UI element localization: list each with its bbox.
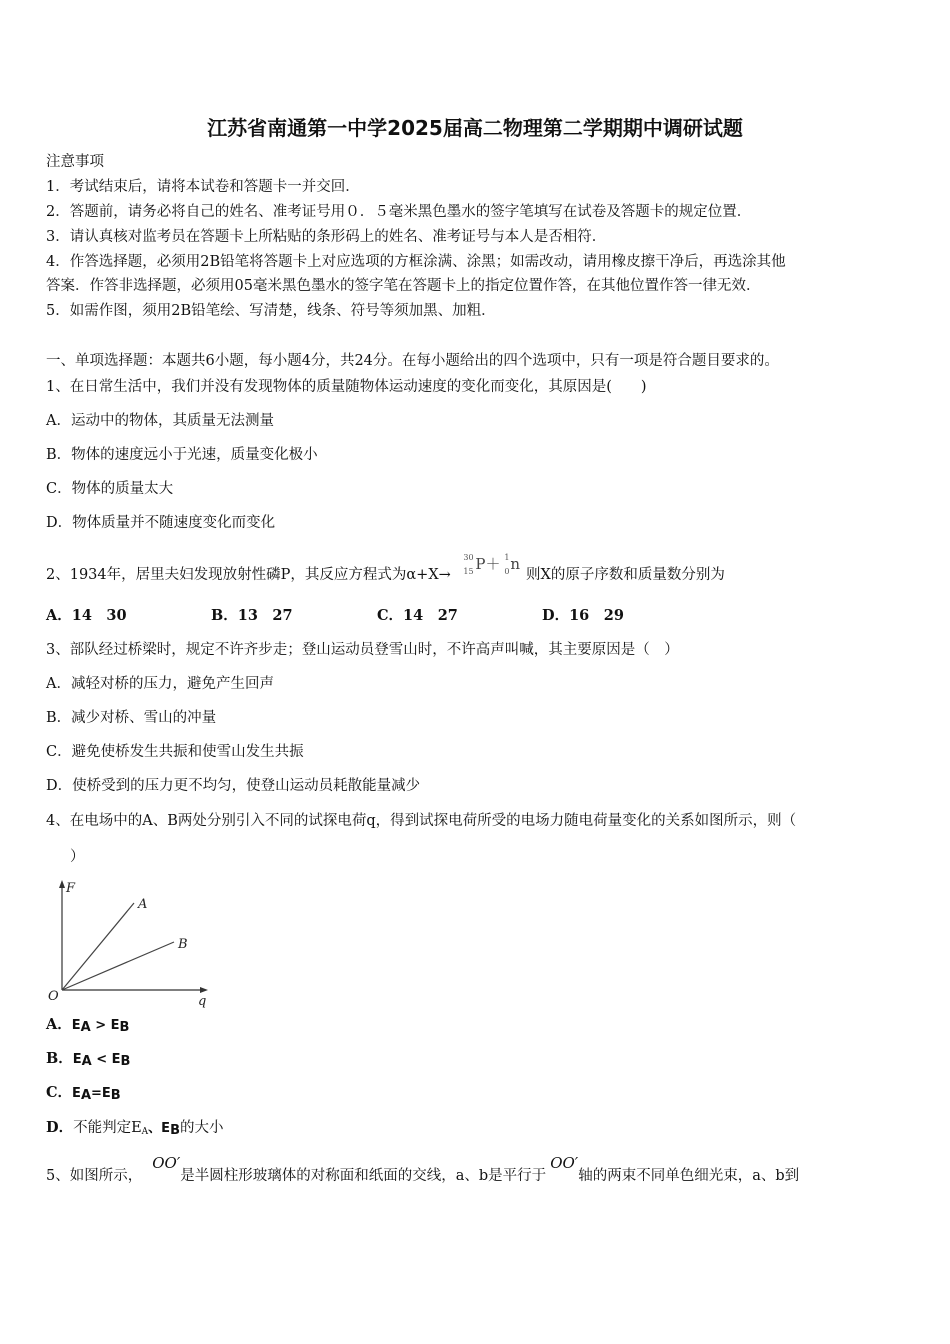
oo-axis-symbol: OO′	[550, 1154, 579, 1172]
option-text: E	[72, 1086, 81, 1101]
q4-option-a[interactable]	[46, 1015, 129, 1038]
q4-option-b[interactable]	[46, 1049, 130, 1072]
q1-option-b[interactable]: B．物体的速度远小于光速，质量变化极小	[46, 447, 318, 463]
p-atomic-number: 15	[463, 567, 474, 576]
line-b-label: B	[178, 937, 188, 952]
option-text: E	[71, 1018, 81, 1033]
nuclide-formula	[455, 553, 521, 590]
option-text: > E	[90, 1018, 120, 1033]
question-4-stem-end: ）	[70, 849, 85, 865]
line-a	[62, 903, 134, 990]
q1-option-d[interactable]: D．物体质量并不随速度变化而变化	[46, 515, 276, 531]
q3-option-d[interactable]: D．使桥受到的压力更不均匀，使登山运动员耗散能量减少	[46, 778, 421, 794]
x-axis-label: q	[198, 994, 207, 1008]
q1-option-a[interactable]: A．运动中的物体，其质量无法测量	[46, 413, 274, 429]
notice-item: 3．请认真核对监考员在答题卡上所粘贴的条形码上的姓名、准考证号与本人是否相符．	[46, 229, 607, 245]
option-text: 不能判定E	[73, 1120, 142, 1136]
option-text: 、E	[148, 1121, 171, 1136]
question-4-stem: 4、在电场中的A、B两处分别引入不同的试探电荷q，得到试探电荷所受的电场力随电荷量变化的关系如图所示，则（	[46, 813, 797, 829]
option-subscript: A	[80, 1020, 91, 1035]
force-charge-graph	[42, 878, 217, 1008]
origin-label: O	[48, 989, 59, 1004]
q1-option-c[interactable]: C．物体的质量太大	[46, 481, 174, 497]
option-subscript: A	[81, 1054, 92, 1069]
q3-option-c[interactable]: C．避免使桥发生共振和使雪山发生共振	[46, 744, 304, 760]
option-text: E	[72, 1052, 82, 1067]
y-axis-label: F	[66, 881, 76, 896]
option-prefix: B．	[46, 1050, 73, 1067]
q5-text: 5、如图所示，	[46, 1168, 143, 1184]
line-a-label: A	[138, 897, 148, 912]
option-subscript: A	[141, 1127, 149, 1137]
option-subscript: A	[80, 1088, 91, 1103]
q5-text: 轴的两束不同单色细光束，a、b到	[578, 1168, 800, 1184]
option-text: =E	[91, 1086, 111, 1101]
notice-item: 2．答题前，请务必将自己的姓名、准考证号用０．５毫米黑色墨水的签字笔填写在试卷及答题卡的规定位置．	[46, 204, 752, 220]
question-1-stem: 1、在日常生活中，我们并没有发现物体的质量随物体运动速度的变化而变化，其原因是( )	[46, 379, 647, 395]
x-axis-arrow-icon	[200, 987, 208, 993]
y-axis-arrow-icon	[59, 880, 65, 888]
n-symbol: n	[510, 555, 521, 573]
option-prefix: A．	[46, 1016, 72, 1033]
notice-item: 5．如需作图，须用2B铅笔绘、写清楚，线条、符号等须加黑、加粗．	[46, 303, 496, 319]
line-b	[62, 942, 174, 990]
option-prefix: D．	[46, 1119, 74, 1136]
p-symbol: P＋	[475, 555, 501, 573]
option-subscript: B	[120, 1054, 131, 1069]
q5-text: 是半圆柱形玻璃体的对称面和纸面的交线，a、b是平行于	[180, 1168, 547, 1184]
question-2-stem	[46, 553, 725, 590]
q2-option-c[interactable]: C．14 27	[377, 607, 458, 624]
notice-item: 1．考试结束后，请将本试卷和答题卡一并交回．	[46, 179, 360, 195]
q2-stem-pre: 2、1934年，居里夫妇发现放射性磷P，其反应方程式为α+X→	[46, 567, 451, 583]
q2-option-a[interactable]: A．14 30	[46, 607, 127, 624]
question-3-stem: 3、部队经过桥梁时，规定不许齐步走；登山运动员登雪山时，不许高声叫喊，其主要原因是（ ）	[46, 642, 679, 658]
option-subscript: B	[119, 1020, 130, 1035]
notice-heading: 注意事项	[46, 154, 104, 170]
option-text: < E	[91, 1052, 121, 1067]
q2-option-b[interactable]: B．13 27	[211, 607, 293, 624]
question-5-stem	[46, 1154, 800, 1186]
oo-axis-symbol: OO′	[152, 1154, 181, 1172]
notice-item: 答案．作答非选择题，必须用05毫米黑色墨水的签字笔在答题卡上的指定位置作答，在其他位置作答一律无效．	[46, 278, 761, 294]
page-title: 江苏省南通第一中学2025届高二物理第二学期期中调研试题	[207, 116, 743, 140]
q2-option-d[interactable]: D．16 29	[542, 607, 624, 624]
section-heading: 一、单项选择题：本题共6小题，每小题4分，共24分。在每小题给出的四个选项中，只有一项是符合题目要求的。	[46, 353, 779, 369]
option-text: 的大小	[179, 1120, 224, 1136]
q3-option-b[interactable]: B．减少对桥、雪山的冲量	[46, 710, 217, 726]
notice-item: 4．作答选择题，必须用2B铅笔将答题卡上对应选项的方框涂满、涂黑；如需改动，请用橡皮擦干净后，再选涂其他	[46, 254, 786, 270]
option-prefix: C．	[46, 1084, 73, 1101]
n-mass-number: 1	[504, 553, 510, 562]
option-subscript: B	[170, 1123, 180, 1138]
option-subscript: B	[110, 1088, 121, 1103]
q3-option-a[interactable]: A．减轻对桥的压力，避免产生回声	[46, 676, 274, 692]
p-mass-number: 30	[463, 553, 474, 562]
n-atomic-number: 0	[504, 567, 510, 576]
q4-option-c[interactable]	[46, 1083, 121, 1106]
q4-option-d[interactable]	[46, 1118, 223, 1142]
q2-stem-post: 则X的原子序数和质量数分别为	[526, 567, 725, 583]
